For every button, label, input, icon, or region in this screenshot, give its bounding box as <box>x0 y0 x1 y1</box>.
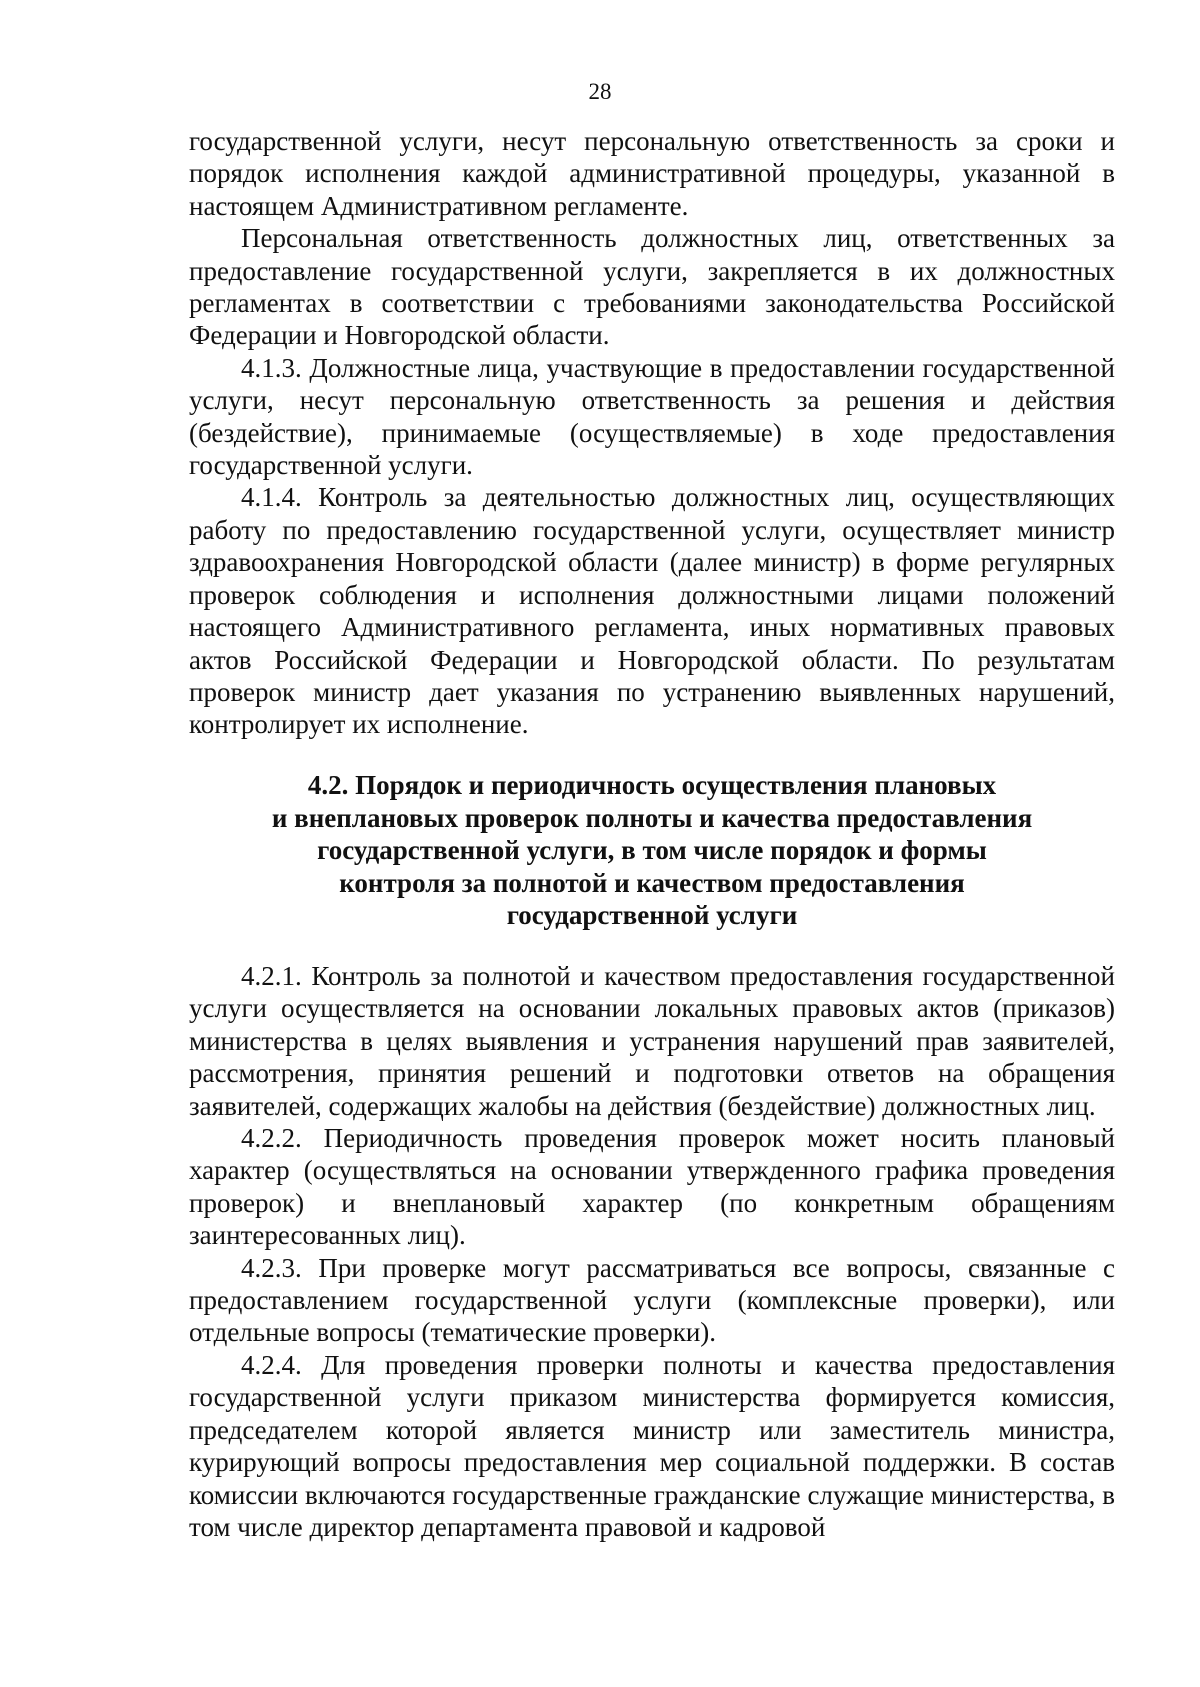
paragraph-personal-responsibility: Персональная ответственность должностных лиц, ответственных за предоставление государственной услуги, закрепляется в их должностных регламентах в соответствии с требованиями законодательства Российской Федерации и Новгородской области. <box>189 223 1115 351</box>
paragraph-continuation: государственной услуги, несут персональную ответственность за сроки и порядок исполнения каждой административной процедуры, указанной в настоящем Административном регламенте. <box>189 126 1115 221</box>
section-4-1-continued <box>189 125 1115 741</box>
section-4-2-body <box>189 960 1115 1543</box>
paragraph-4-1-4: 4.1.4. Контроль за деятельностью должностных лиц, осуществляющих работу по предоставлению государственной услуги, осуществляет министр здравоохранения Новгородской области (далее министр) в форме регулярных проверок соблюдения и исполнения должностными лицами положений настоящего Административного регламента, иных нормативных правовых актов Российской Федерации и Новгородской области. По результатам проверок министр дает указания по устранению выявленных нарушений, контролирует их исполнение. <box>189 482 1115 740</box>
heading-line: 4.2. Порядок и периодичность осуществления плановых <box>307 770 997 800</box>
paragraph-4-1-3: 4.1.3. Должностные лица, участвующие в предоставлении государственной услуги, несут персональную ответственность за решения и действия (бездействие), принимаемые (осуществляемые) в ходе предоставления государственной услуги. <box>189 352 1115 481</box>
section-4-2-heading <box>189 769 1115 932</box>
page-number: 28 <box>588 79 612 104</box>
paragraph-4-2-3: 4.2.3. При проверке могут рассматриваться все вопросы, связанные с предоставлением государственной услуги (комплексные проверки), или отдельные вопросы (тематические проверки). <box>189 1252 1115 1348</box>
paragraph-4-2-4: 4.2.4. Для проведения проверки полноты и качества предоставления государственной услуги приказом министерства формируется комиссия, председателем которой является министр или заместитель министра, курирующий вопросы предоставления мер социальной поддержки. В состав комиссии включаются государственные гражданские служащие министерства, в том числе директор департамента правовой и кадровой <box>189 1349 1115 1542</box>
heading-line: государственной услуги <box>506 900 798 931</box>
paragraph-4-2-1: 4.2.1. Контроль за полнотой и качеством предоставления государственной услуги осуществляется на основании локальных правовых актов (приказов) министерства в целях выявления и устранения нарушений прав заявителей, рассмотрения, принятия решений и подготовки ответов на обращения заявителей, содержащих жалобы на действия (бездействие) должностных лиц. <box>189 961 1115 1121</box>
heading-line: и внеплановых проверок полноты и качества предоставления <box>271 802 1033 833</box>
heading-line: государственной услуги, в том числе порядок и формы <box>317 835 987 866</box>
heading-line: контроля за полнотой и качеством предоставления <box>339 867 965 898</box>
paragraph-4-2-2: 4.2.2. Периодичность проведения проверок может носить плановый характер (осуществляться на основании утвержденного графика проведения проверок) и внеплановый характер (по конкретным обращениям заинтересованных лиц). <box>189 1123 1115 1251</box>
